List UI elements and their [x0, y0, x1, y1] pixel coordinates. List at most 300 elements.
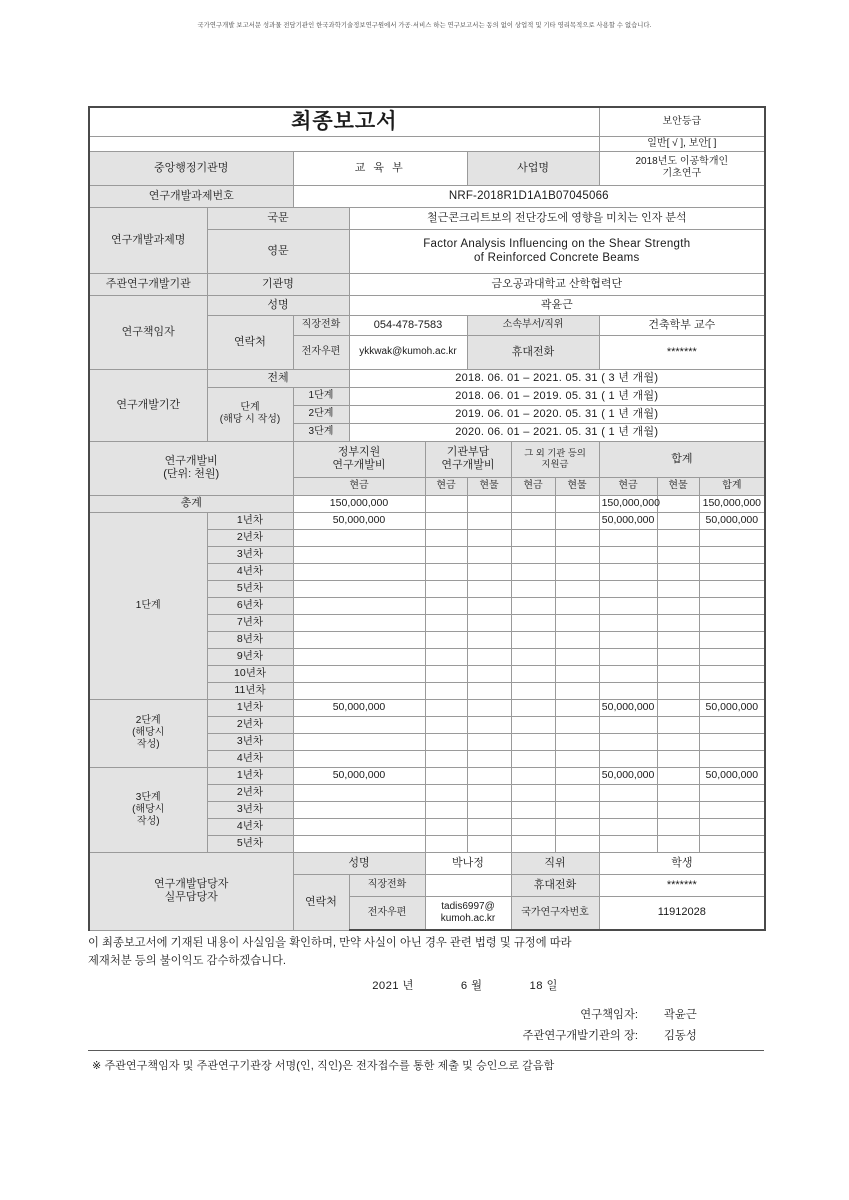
copyright-notice: 국가연구개발 보고서문 성과물 전담기관인 한국과학기술정보연구원에서 가공·서비스 하는 연구보고서는 동의 없이 상업적 및 기타 영리목적으로 사용할 수 없습니다. [197, 22, 652, 29]
budget-cell-other-inkind [555, 580, 599, 597]
period-stage-3-name: 3단계 [293, 423, 349, 441]
budget-cell-other-inkind [555, 682, 599, 699]
declaration-block [88, 934, 768, 995]
budget-cell-other-inkind [555, 631, 599, 648]
project-title-korean-row [89, 207, 765, 229]
pi-email-value: ykkwak@kumoh.ac.kr [349, 335, 467, 369]
budget-col-sum-total: 합계 [699, 477, 765, 495]
budget-cell-other-cash [511, 818, 555, 835]
declaration-month: 6 월 [460, 979, 483, 992]
budget-year-label: 3년차 [207, 546, 293, 563]
budget-cell-sum-inkind [657, 733, 699, 750]
budget-cell-gov-cash [293, 546, 425, 563]
budget-cell-gov-cash [293, 801, 425, 818]
budget-year-label: 4년차 [207, 563, 293, 580]
budget-stage-label [89, 699, 207, 767]
budget-cell-other-inkind [555, 512, 599, 529]
contact-contact-label: 연락처 [293, 874, 349, 930]
budget-year-row [89, 767, 765, 784]
budget-cell-other-cash [511, 631, 555, 648]
budget-cell-sum-inkind [657, 716, 699, 733]
budget-cell-inst-inkind [467, 682, 511, 699]
security-row [89, 136, 765, 151]
budget-cell-inst-inkind [467, 784, 511, 801]
budget-cell-other-inkind [555, 699, 599, 716]
budget-cell-other-inkind [555, 563, 599, 580]
footer-note: ※ 주관연구책임자 및 주관연구기관장 서명(인, 직인)은 전자접수를 통한 제출 및 승인으로 갈음함 [92, 1060, 555, 1072]
budget-cell-other-cash [511, 529, 555, 546]
budget-cell-other-inkind [555, 716, 599, 733]
title-spacer [89, 136, 599, 151]
budget-cell-other-cash [511, 733, 555, 750]
budget-cell-inst-cash [425, 818, 467, 835]
budget-cell-gov-cash [293, 614, 425, 631]
budget-cell-other-cash [511, 750, 555, 767]
budget-cell-other-cash [511, 597, 555, 614]
contact-position-label: 직위 [511, 852, 599, 874]
host-institution-row [89, 273, 765, 295]
budget-cell-other-inkind [555, 614, 599, 631]
budget-cell-sum-cash: 50,000,000 [599, 699, 657, 716]
contact-name-row [89, 852, 765, 874]
budget-cell-gov-cash: 50,000,000 [293, 767, 425, 784]
budget-cell-other-cash [511, 512, 555, 529]
security-grade-value[interactable]: 일반[ √ ], 보안[ ] [599, 136, 765, 151]
budget-cell-inst-inkind [467, 563, 511, 580]
period-total-value: 2018. 06. 01 – 2021. 05. 31 ( 3 년 개월) [349, 369, 765, 387]
budget-cell-gov-cash [293, 733, 425, 750]
contact-person-label-line2: 실무담당자 [164, 891, 218, 904]
budget-cell-other-cash [511, 614, 555, 631]
budget-cell-other-inkind [555, 665, 599, 682]
project-title-english-value [349, 229, 765, 273]
budget-cell-sum-cash [599, 529, 657, 546]
budget-cell-gov-cash [293, 682, 425, 699]
period-stage-3-value: 2020. 06. 01 – 2021. 05. 31 ( 1 년 개월) [349, 423, 765, 441]
budget-cell-inst-cash [425, 767, 467, 784]
budget-cell-sum-total [699, 784, 765, 801]
host-institution-value: 금오공과대학교 산학협력단 [349, 273, 765, 295]
budget-cell-sum-inkind [657, 648, 699, 665]
budget-cell-sum-cash [599, 597, 657, 614]
declaration-dateline [88, 977, 768, 995]
period-stage-2-name: 2단계 [293, 405, 349, 423]
budget-cell-other-cash [511, 767, 555, 784]
signature-name-pi: 곽윤근 [664, 1009, 697, 1021]
budget-cell-sum-total [699, 597, 765, 614]
budget-cell-inst-inkind [467, 614, 511, 631]
budget-cell-sum-inkind [657, 750, 699, 767]
period-stage-label [207, 387, 293, 441]
budget-year-label: 2년차 [207, 716, 293, 733]
budget-cell-sum-total [699, 818, 765, 835]
budget-total-sum-inkind [657, 495, 699, 512]
budget-group-government [293, 441, 425, 477]
declaration-year: 2021 년 [372, 979, 414, 992]
title-row [89, 107, 765, 136]
period-stage-label-line2: (해당 시 작성) [219, 414, 281, 426]
budget-cell-other-cash [511, 801, 555, 818]
budget-cell-inst-inkind [467, 529, 511, 546]
budget-cell-gov-cash [293, 631, 425, 648]
budget-cell-other-inkind [555, 784, 599, 801]
budget-cell-sum-cash [599, 614, 657, 631]
budget-cell-other-inkind [555, 818, 599, 835]
budget-col-gov-cash: 현금 [293, 477, 425, 495]
budget-cell-inst-cash [425, 512, 467, 529]
budget-cell-other-cash [511, 648, 555, 665]
budget-cell-gov-cash [293, 580, 425, 597]
budget-cell-sum-inkind [657, 767, 699, 784]
budget-year-label: 3년차 [207, 733, 293, 750]
declaration-day: 18 일 [529, 979, 558, 992]
budget-cell-inst-inkind [467, 665, 511, 682]
budget-cell-sum-inkind [657, 529, 699, 546]
budget-col-sum-cash: 현금 [599, 477, 657, 495]
period-total-row [89, 369, 765, 387]
budget-group-header-row [89, 441, 765, 477]
budget-total-row [89, 495, 765, 512]
budget-year-label: 7년차 [207, 614, 293, 631]
budget-cell-inst-inkind [467, 801, 511, 818]
budget-cell-other-inkind [555, 529, 599, 546]
budget-cell-sum-inkind [657, 546, 699, 563]
budget-cell-sum-cash [599, 784, 657, 801]
budget-cell-sum-total [699, 801, 765, 818]
budget-cell-gov-cash [293, 529, 425, 546]
budget-stage-label-line: 작성) [136, 739, 160, 751]
budget-cell-inst-inkind [467, 750, 511, 767]
budget-total-label: 총계 [89, 495, 293, 512]
budget-cell-sum-total [699, 716, 765, 733]
pi-name-value: 곽윤근 [349, 295, 765, 315]
budget-stage-label-line: 1단계 [135, 599, 161, 611]
budget-cell-other-cash [511, 784, 555, 801]
budget-cell-sum-inkind [657, 665, 699, 682]
budget-cell-inst-cash [425, 580, 467, 597]
budget-cell-inst-inkind [467, 699, 511, 716]
budget-cell-gov-cash [293, 835, 425, 852]
budget-stage-label-line: 2단계 [135, 715, 161, 727]
budget-cell-other-inkind [555, 750, 599, 767]
period-stage-1-value: 2018. 06. 01 – 2019. 05. 31 ( 1 년 개월) [349, 387, 765, 405]
budget-cell-sum-total [699, 614, 765, 631]
budget-cell-gov-cash [293, 716, 425, 733]
budget-cell-sum-cash [599, 631, 657, 648]
budget-cell-inst-inkind [467, 733, 511, 750]
budget-cell-sum-total [699, 529, 765, 546]
budget-cell-sum-total: 50,000,000 [699, 512, 765, 529]
budget-cell-gov-cash [293, 648, 425, 665]
budget-cell-inst-cash [425, 835, 467, 852]
contact-email-label: 전자우편 [349, 896, 425, 930]
budget-cell-other-inkind [555, 597, 599, 614]
budget-cell-sum-inkind [657, 801, 699, 818]
budget-cell-inst-inkind [467, 716, 511, 733]
budget-cell-inst-cash [425, 631, 467, 648]
budget-cell-gov-cash [293, 818, 425, 835]
period-stage-label-line1: 단계 [240, 402, 260, 414]
budget-cell-inst-cash [425, 665, 467, 682]
project-title-english-label: 영문 [207, 229, 349, 273]
contact-mobile-label: 휴대전화 [511, 874, 599, 896]
budget-cell-sum-cash: 50,000,000 [599, 512, 657, 529]
program-name-value [599, 151, 765, 185]
budget-cell-sum-inkind [657, 818, 699, 835]
budget-cell-inst-inkind [467, 597, 511, 614]
budget-cell-inst-cash [425, 750, 467, 767]
project-number-value: NRF-2018R1D1A1B07045066 [293, 185, 765, 207]
report-info-table-wrapper [88, 106, 764, 931]
budget-cell-sum-cash [599, 801, 657, 818]
budget-stage-label-line: 작성) [136, 815, 160, 827]
budget-cell-sum-total [699, 563, 765, 580]
budget-group-other-line1: 그 외 기관 등의 [524, 447, 586, 458]
pi-department-value: 건축학부 교수 [599, 315, 765, 335]
budget-year-row [89, 512, 765, 529]
budget-cell-inst-cash [425, 563, 467, 580]
budget-cell-sum-total [699, 631, 765, 648]
budget-stage-label-line: (해당시 [132, 727, 165, 739]
contact-email-line2: kumoh.ac.kr [440, 913, 496, 925]
budget-cell-inst-cash [425, 733, 467, 750]
program-name-line2: 기초연구 [662, 168, 702, 180]
budget-cell-sum-total [699, 546, 765, 563]
budget-cell-sum-inkind [657, 512, 699, 529]
contact-mobile-value: ******* [599, 874, 765, 896]
budget-cell-inst-cash [425, 529, 467, 546]
budget-total-inst-inkind [467, 495, 511, 512]
footer-divider [88, 1050, 764, 1051]
declaration-line-2: 제재처분 등의 불이익도 감수하겠습니다. [88, 955, 287, 968]
period-label: 연구개발기간 [89, 369, 207, 441]
budget-cell-inst-cash [425, 784, 467, 801]
budget-cell-inst-cash [425, 699, 467, 716]
budget-cell-inst-cash [425, 648, 467, 665]
contact-office-phone-label: 직장전화 [349, 874, 425, 896]
budget-cell-inst-cash [425, 597, 467, 614]
budget-cell-other-inkind [555, 648, 599, 665]
contact-person-label [89, 852, 293, 930]
budget-cell-other-cash [511, 580, 555, 597]
budget-stage-label [89, 512, 207, 699]
contact-position-value: 학생 [599, 852, 765, 874]
budget-stage-label [89, 767, 207, 852]
host-institution-sublabel: 기관명 [207, 273, 349, 295]
project-title-label: 연구개발과제명 [89, 207, 207, 273]
budget-cell-sum-inkind [657, 699, 699, 716]
budget-cell-gov-cash [293, 750, 425, 767]
project-number-row [89, 185, 765, 207]
contact-researcher-id-value: 11912028 [599, 896, 765, 930]
budget-cell-other-cash [511, 546, 555, 563]
project-title-korean-value: 철근콘크리트보의 전단강도에 영향을 미치는 인자 분석 [349, 207, 765, 229]
budget-cell-other-cash [511, 716, 555, 733]
budget-cell-sum-total: 50,000,000 [699, 767, 765, 784]
budget-group-institution-line2: 연구개발비 [441, 459, 495, 472]
program-name-line1: 2018년도 이공학개인 [635, 156, 729, 168]
budget-year-label: 4년차 [207, 818, 293, 835]
budget-year-label: 1년차 [207, 512, 293, 529]
budget-total-gov-cash: 150,000,000 [293, 495, 425, 512]
period-stage-2-value: 2019. 06. 01 – 2020. 05. 31 ( 1 년 개월) [349, 405, 765, 423]
budget-cell-other-inkind [555, 835, 599, 852]
budget-year-label: 2년차 [207, 529, 293, 546]
contact-name-label: 성명 [293, 852, 425, 874]
pi-office-phone-label: 직장전화 [293, 315, 349, 335]
budget-cell-gov-cash: 50,000,000 [293, 512, 425, 529]
project-title-english-line1: Factor Analysis Influencing on the Shear Strength [423, 238, 691, 251]
budget-cell-other-cash [511, 835, 555, 852]
budget-cell-inst-cash [425, 546, 467, 563]
document-title: 최종보고서 [89, 107, 599, 136]
pi-mobile-value: ******* [599, 335, 765, 369]
pi-label: 연구책임자 [89, 295, 207, 369]
budget-cell-sum-total [699, 682, 765, 699]
budget-year-label: 4년차 [207, 750, 293, 767]
budget-year-label: 1년차 [207, 699, 293, 716]
project-title-korean-label: 국문 [207, 207, 349, 229]
budget-cell-other-cash [511, 665, 555, 682]
budget-cell-inst-inkind [467, 818, 511, 835]
budget-cell-inst-cash [425, 682, 467, 699]
budget-col-inst-cash: 현금 [425, 477, 467, 495]
contact-email-line1: tadis6997@ [441, 900, 495, 912]
budget-cell-sum-inkind [657, 563, 699, 580]
budget-label [89, 441, 293, 495]
budget-cell-inst-inkind [467, 767, 511, 784]
pi-department-label: 소속부서/직위 [467, 315, 599, 335]
signature-role-institution-head: 주관연구개발기관의 장: [522, 1029, 638, 1042]
budget-group-total: 합계 [599, 441, 765, 477]
budget-cell-sum-inkind [657, 631, 699, 648]
pi-name-row [89, 295, 765, 315]
budget-cell-inst-inkind [467, 546, 511, 563]
budget-cell-sum-total [699, 835, 765, 852]
budget-cell-sum-total [699, 750, 765, 767]
budget-cell-inst-inkind [467, 648, 511, 665]
budget-cell-sum-inkind [657, 580, 699, 597]
budget-year-label: 3년차 [207, 801, 293, 818]
budget-cell-sum-cash [599, 580, 657, 597]
signature-name-institution-head: 김동성 [664, 1029, 697, 1042]
budget-cell-inst-inkind [467, 512, 511, 529]
budget-cell-other-cash [511, 682, 555, 699]
budget-cell-sum-inkind [657, 597, 699, 614]
budget-year-label: 1년차 [207, 767, 293, 784]
budget-group-institution [425, 441, 511, 477]
budget-group-other-line2: 지원금 [541, 459, 569, 470]
contact-name-value: 박나정 [425, 852, 511, 874]
budget-cell-sum-cash [599, 716, 657, 733]
budget-cell-sum-inkind [657, 614, 699, 631]
budget-group-other [511, 441, 599, 477]
pi-mobile-label: 휴대전화 [467, 335, 599, 369]
signature-row [88, 1005, 768, 1026]
contact-office-phone-value [425, 874, 511, 896]
budget-cell-gov-cash [293, 597, 425, 614]
budget-cell-sum-total [699, 665, 765, 682]
budget-label-line2: (단위: 천원) [163, 468, 220, 481]
contact-researcher-id-label: 국가연구자번호 [511, 896, 599, 930]
budget-cell-sum-inkind [657, 784, 699, 801]
budget-cell-inst-inkind [467, 631, 511, 648]
budget-cell-inst-cash [425, 716, 467, 733]
budget-cell-sum-cash [599, 818, 657, 835]
budget-cell-gov-cash [293, 563, 425, 580]
security-grade-label: 보안등급 [599, 107, 765, 136]
budget-cell-sum-inkind [657, 835, 699, 852]
budget-cell-sum-inkind [657, 682, 699, 699]
budget-cell-sum-cash [599, 665, 657, 682]
budget-total-sum-total: 150,000,000 [699, 495, 765, 512]
budget-col-inst-inkind: 현물 [467, 477, 511, 495]
budget-cell-sum-cash [599, 682, 657, 699]
budget-cell-sum-cash [599, 648, 657, 665]
budget-total-inst-cash [425, 495, 467, 512]
program-name-label: 사업명 [467, 151, 599, 185]
budget-cell-sum-cash [599, 563, 657, 580]
host-institution-label: 주관연구개발기관 [89, 273, 207, 295]
budget-cell-sum-total [699, 580, 765, 597]
budget-year-label: 9년차 [207, 648, 293, 665]
budget-cell-sum-total: 50,000,000 [699, 699, 765, 716]
budget-year-label: 10년차 [207, 665, 293, 682]
period-stage-1-name: 1단계 [293, 387, 349, 405]
budget-label-line1: 연구개발비 [164, 454, 218, 467]
report-info-table [88, 106, 766, 931]
budget-cell-sum-cash [599, 546, 657, 563]
signature-row [88, 1026, 768, 1047]
budget-cell-inst-cash [425, 801, 467, 818]
budget-total-other-inkind [555, 495, 599, 512]
budget-year-label: 8년차 [207, 631, 293, 648]
contact-person-label-line1: 연구개발담당자 [154, 877, 229, 890]
declaration-line-1: 이 최종보고서에 기재된 내용이 사실임을 확인하며, 만약 사실이 아닌 경우 관련 법령 및 규정에 따라 [88, 937, 572, 949]
budget-cell-sum-cash [599, 733, 657, 750]
contact-email-value [425, 896, 511, 930]
budget-group-government-line2: 연구개발비 [332, 459, 386, 472]
budget-col-other-inkind: 현물 [555, 477, 599, 495]
ministry-label: 중앙행정기관명 [89, 151, 293, 185]
signature-role-pi: 연구책임자: [580, 1009, 638, 1021]
budget-cell-other-inkind [555, 546, 599, 563]
budget-total-sum-cash: 150,000,000 [599, 495, 657, 512]
budget-cell-other-inkind [555, 733, 599, 750]
budget-group-institution-line1: 기관부담 [446, 445, 490, 458]
project-number-label: 연구개발과제번호 [89, 185, 293, 207]
pi-contact-label: 연락처 [207, 315, 293, 369]
budget-cell-sum-cash: 50,000,000 [599, 767, 657, 784]
budget-cell-other-cash [511, 699, 555, 716]
budget-cell-sum-cash [599, 750, 657, 767]
budget-col-sum-inkind: 현물 [657, 477, 699, 495]
period-total-label: 전체 [207, 369, 349, 387]
budget-cell-inst-inkind [467, 580, 511, 597]
budget-stage-rows [89, 512, 765, 852]
budget-stage-label-line: (해당시 [132, 803, 165, 815]
budget-year-label: 5년차 [207, 835, 293, 852]
budget-total-other-cash [511, 495, 555, 512]
budget-cell-gov-cash [293, 784, 425, 801]
budget-cell-inst-inkind [467, 835, 511, 852]
budget-cell-sum-total [699, 648, 765, 665]
pi-name-label: 성명 [207, 295, 349, 315]
budget-cell-sum-total [699, 733, 765, 750]
budget-cell-sum-cash [599, 835, 657, 852]
pi-email-label: 전자우편 [293, 335, 349, 369]
ministry-value: 교 육 부 [293, 151, 467, 185]
